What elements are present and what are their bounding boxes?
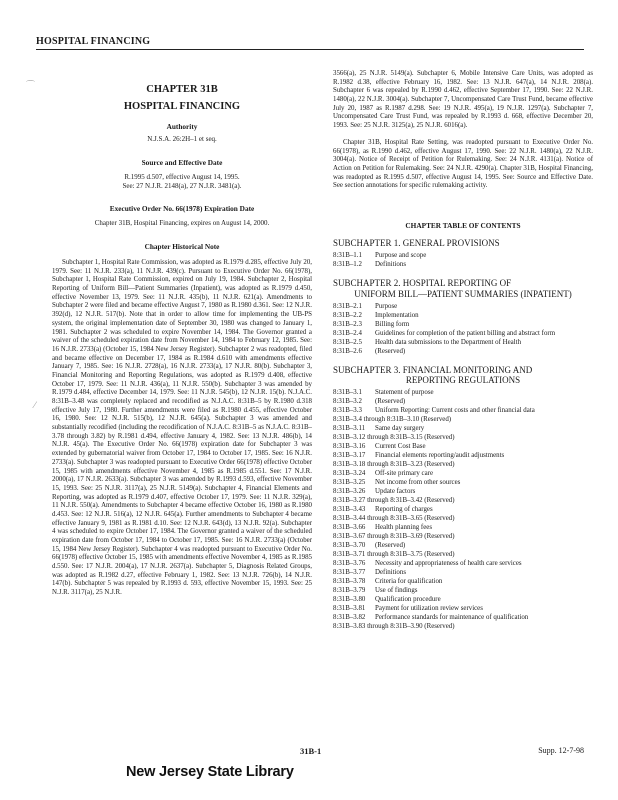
toc-item bbox=[333, 569, 593, 578]
toc-item-number: 8:31B–3.43 bbox=[333, 506, 366, 513]
toc-item-title: Same day surgery bbox=[375, 425, 425, 433]
subchapter-1-list bbox=[333, 252, 593, 270]
toc-item bbox=[333, 614, 593, 623]
toc-item-title: (Reserved) bbox=[375, 347, 406, 355]
toc-item bbox=[333, 398, 593, 407]
margin-mark: ⌒ bbox=[26, 80, 36, 90]
source-heading: Source and Effective Date bbox=[141, 157, 223, 167]
chapter-label: CHAPTER 31B bbox=[146, 84, 218, 95]
toc-item-number: 8:31B–3.1 bbox=[333, 389, 362, 397]
subchapter-heading-line-2: REPORTING REGULATIONS bbox=[405, 375, 521, 386]
toc-item-title: 8:31B–3.83 through 8:31B–3.90 (Reserved) bbox=[333, 622, 455, 630]
toc-heading: CHAPTER TABLE OF CONTENTS bbox=[405, 220, 521, 230]
source-line-1: R.1995 d.507, effective August 14, 1995. bbox=[124, 172, 240, 181]
subchapter-heading-line: SUBCHAPTER 2. HOSPITAL REPORTING OF bbox=[333, 278, 512, 289]
toc-item-title: 8:31B–3.18 through 8:31B–3.23 (Reserved) bbox=[333, 461, 455, 469]
toc-item bbox=[333, 339, 593, 348]
toc-item-title: Purpose bbox=[375, 302, 398, 310]
toc-item bbox=[333, 407, 593, 416]
toc-item-number: 8:31B–3.77 bbox=[333, 568, 366, 576]
toc-item-title: Health data submissions to the Department of Health bbox=[375, 338, 522, 346]
toc-item bbox=[333, 596, 593, 605]
toc-item bbox=[333, 261, 593, 270]
toc-item-number: 8:31B–3.24 bbox=[333, 470, 366, 478]
toc-item-number: 8:31B–3.80 bbox=[333, 595, 366, 603]
toc-item bbox=[333, 497, 593, 506]
toc-item-title: Update factors bbox=[375, 488, 416, 496]
toc-item-title: Necessity and appropriateness of health care services bbox=[375, 559, 522, 567]
toc-item-number: 8:31B–3.17 bbox=[333, 452, 366, 460]
toc-item bbox=[333, 434, 593, 443]
toc-item-number: 8:31B–3.3 bbox=[333, 407, 362, 415]
toc-item bbox=[333, 425, 593, 434]
toc-item-title: Payment for utilization review services bbox=[375, 604, 483, 612]
toc-item-title: 8:31B–3.71 through 8:31B–3.75 (Reserved) bbox=[333, 550, 455, 558]
subchapter-3-heading bbox=[333, 365, 593, 386]
toc-item-title: Use of findings bbox=[375, 586, 418, 594]
toc-item bbox=[333, 452, 593, 461]
toc-item-title: Qualification procedure bbox=[375, 595, 441, 603]
toc-item-number: 8:31B–3.82 bbox=[333, 613, 366, 621]
toc-item-number: 8:31B–2.2 bbox=[333, 311, 362, 319]
toc-item-number: 8:31B–3.78 bbox=[333, 577, 366, 585]
authority-text: N.J.S.A. 26:2H–1 et seq. bbox=[147, 135, 217, 143]
toc-item bbox=[333, 461, 593, 470]
subchapter-heading-line-2: UNIFORM BILL—PATIENT SUMMARIES (INPATIENT) bbox=[354, 288, 572, 299]
toc-item-title: Financial elements reporting/audit adjustments bbox=[375, 452, 505, 460]
subchapter-3-list bbox=[333, 389, 593, 631]
toc-item-title: (Reserved) bbox=[375, 398, 406, 406]
toc-item-number: 8:31B–3.25 bbox=[333, 479, 366, 487]
right-column bbox=[333, 70, 593, 632]
history-paragraph-2: Chapter 31B, Hospital Rate Setting, was readopted pursuant to Executive Order No. 66(1978), as R.1990 d.462, effective August 17, 1990. See: 22 N.J.R. 1480(a), 22 N.J.R. 3004(a). Notice of Receipt of Petition for Rulemaking. See: 24 N.J.R. 4131(a). Notice of Action on Petition for Rulemaking. See: 24 N.J.R. 4290(a). Chapter 31B, Hospital Financing, was readopted as R.1995 d.507, effective August 14, 1995. See: Source and Effective Date. See section annotations for specific rulemaking activity. bbox=[333, 138, 593, 190]
toc-item bbox=[333, 515, 593, 524]
toc-item-title: 8:31B–3.27 through 8:31B–3.42 (Reserved) bbox=[333, 497, 455, 505]
history-paragraph: Subchapter 1, Hospital Rate Commission, was adopted as R.1979 d.285, effective July 20, 1979. See: 11 N.J.R. 233(a), 11 N.J.R. 439(c). Pursuant to Executive Order No. 66(1978), Subchapter 1, Hospital Rate Commission, expired on July 19, 1984. Subchapter 2, Hospital Reporting of Uniform Bill—Patient Summaries (Inpatient), was adopted as R.1979 d.450, effective November 13, 1979. See: 11 N.J.R. 435(b), 11 N.J.R. 621(a). Amendments to Subchapter 2 were filed and became effective August 7, 1980 as R.1980 d.361. See: 12 N.J.R. 392(d), 12 N.J.R. 517(b). Note that in order to allow time for implementing the UB-PS system, the original implementation date of September 30, 1980 was changed to January 1, 1981. Subchapter 2 was scheduled to expire November 14, 1984. The Governor granted a waiver of the scheduled expiration date from November 14, 1984 to February 12, 1985. See: 16 N.J.R. 2733(a) (October 15, 1984 New Jersey Register). Subchapter 2 was readopted, filed and became effective on December 17, 1984 as R.1984 d.610 with amendments effective January 7, 1985. See: 16 N.J.R. 2728(a), 16 N.J.R. 2733(a), 17 N.J.R. 80(b). Subchapter 3, Financial Monitoring and Reporting Regulations, was adopted as R.1979 d.408, effective October 17, 1979. See: 11 N.J.R. 436(a), 11 N.J.R. 550(b). Subchapter 3 was amended by R.1979 d.484, effective December 14, 1979. See: 11 N.J.R. 545(b), 12 N.J.R. 15(b). N.J.A.C. 8:31B–3.48 was completely replaced and recodified as N.J.A.C. 8:31B–5 by R.1980 d.318 effective July 17, 1980. Further amendments were filed as R.1980 d.455, effective October 16, 1980. See: 12 N.J.R. 515(b), 12 N.J.R. 645(a). Subchapter 3 was amended and substantially recodified (including the recodification of N.J.A.C. 8:31B–5 as N.J.A.C. 8:31B–3.78 through 3.82) by R.1981 d.494, effective January 4, 1982. See: 13 N.J.R. 486(b), 14 N.J.R. 45(a). The Executive Order No. 66(1978) expiration date for Subchapter 3 was extended by gubernatorial waiver from October 17, 1984 to October 17, 1985. See: 16 N.J.R. 2733(a). Subchapter 3 was readopted pursuant to Executive Order 66(1978) effective October 15, 1985 with amendments effective November 4, 1985 as R.1985 d.551. See: 17 N.J.R. 2000(a), 17 N.J.R. 2633(a). Subchapter 3 was amended by R.1993 d.593, effective November 15, 1993. See: 25 N.J.R. 3117(a), 25 N.J.R. 5149(a). Subchapter 4, Financial Elements and Reporting, was adopted as R.1979 d.407, effective October 17, 1979. See: 11 N.J.R. 329(a), 11 N.J.R. 550(a). Amendments to Subchapter 4 became effective October 16, 1980 as R.1980 d.453. See: 12 N.J.R. 516(a), 12 N.J.R. 645(a). Further amendments to Subchapter 4 became effective January 9, 1981 as R.1981 d.10. See: 12 N.J.R. 643(d), 13 N.J.R. 92(a). Subchapter 4 was scheduled to expire October 17, 1984. The Governor granted a waiver of the scheduled expiration date from October 17, 1984 to October 17, 1985. See: 16 N.J.R. 2733(a) (October 15, 1984 New Jersey Register). Subchapter 4 was readopted pursuant to Executive Order No. 66(1978) effective October 15, 1985 with amendments effective November 4, 1985 as R.1985 d.550. See: 17 N.J.R. 2004(a), 17 N.J.R. 2637(a). Subchapter 5, Diagnosis Related Groups, was adopted as R.1982 d.27, effective February 1, 1982. See: 13 N.J.R. 726(b), 14 N.J.R. 147(b). Subchapter 5 was repealed by R.1993 d. 593, effective November 15, 1993. See: 25 N.J.R. 3117(a), 25 N.J.R. bbox=[52, 259, 312, 597]
toc-item-title: Purpose and scope bbox=[375, 252, 427, 260]
toc-item-title: Guidelines for completion of the patient billing and abstract form bbox=[375, 329, 556, 337]
toc-item bbox=[333, 470, 593, 479]
toc-item bbox=[333, 524, 593, 533]
source-line-2: See: 27 N.J.R. 2148(a), 27 N.J.R. 3481(a). bbox=[122, 181, 242, 190]
toc-item-title: 8:31B–3.12 through 8:31B–3.15 (Reserved) bbox=[333, 434, 455, 442]
eo-heading: Executive Order No. 66(1978) Expiration Date bbox=[109, 204, 255, 214]
toc-item-number: 8:31B–3.76 bbox=[333, 559, 366, 567]
toc-item-number: 8:31B–3.70 bbox=[333, 541, 366, 549]
toc-item-number: 8:31B–1.1 bbox=[333, 252, 362, 260]
subchapter-heading-line: SUBCHAPTER 3. FINANCIAL MONITORING AND bbox=[333, 364, 533, 375]
left-column bbox=[52, 70, 312, 598]
chapter-title: HOSPITAL FINANCING bbox=[123, 101, 241, 112]
toc-item bbox=[333, 623, 593, 632]
toc-item-title: Off-site primary care bbox=[375, 470, 434, 478]
toc-item-title: 8:31B–3.44 through 8:31B–3.65 (Reserved) bbox=[333, 514, 455, 522]
toc-item-title: Criteria for qualification bbox=[375, 577, 443, 585]
toc-item-number: 8:31B–3.79 bbox=[333, 586, 366, 594]
toc-item bbox=[333, 443, 593, 452]
toc-item-title: Definitions bbox=[375, 568, 407, 576]
subchapter-1-heading bbox=[333, 238, 593, 248]
toc-item-number: 8:31B–2.5 bbox=[333, 338, 362, 346]
toc-item bbox=[333, 321, 593, 330]
toc-item-number: 8:31B–3.26 bbox=[333, 488, 366, 496]
margin-mark: ⁄ bbox=[34, 400, 36, 410]
running-head: HOSPITAL FINANCING bbox=[36, 36, 584, 50]
toc-item-number: 8:31B–3.66 bbox=[333, 523, 366, 531]
toc-item-number: 8:31B–2.3 bbox=[333, 320, 362, 328]
toc-item-number: 8:31B–1.2 bbox=[333, 261, 362, 269]
toc-item bbox=[333, 587, 593, 596]
toc-item-title: (Reserved) bbox=[375, 541, 406, 549]
toc-item-title: Implementation bbox=[375, 311, 419, 319]
toc-item bbox=[333, 488, 593, 497]
toc-item-title: Net income from other sources bbox=[375, 479, 461, 487]
supplement-date: Supp. 12-7-98 bbox=[538, 746, 584, 755]
toc-item bbox=[333, 303, 593, 312]
toc-item bbox=[333, 560, 593, 569]
toc-item-number: 8:31B–2.1 bbox=[333, 302, 362, 310]
library-stamp: New Jersey State Library bbox=[126, 764, 294, 780]
toc-item-number: 8:31B–2.6 bbox=[333, 347, 362, 355]
toc-item-number: 8:31B–2.4 bbox=[333, 329, 362, 337]
subchapter-2-heading bbox=[333, 278, 593, 299]
toc-item bbox=[333, 533, 593, 542]
toc-item bbox=[333, 551, 593, 560]
toc-item bbox=[333, 506, 593, 515]
toc-item-title: Reporting of charges bbox=[375, 506, 433, 513]
subchapter-heading-line: SUBCHAPTER 1. GENERAL PROVISIONS bbox=[333, 237, 500, 248]
toc-item bbox=[333, 312, 593, 321]
toc-item-title: Definitions bbox=[375, 261, 407, 269]
toc-item-title: Uniform Reporting: Current costs and other financial data bbox=[375, 407, 535, 415]
toc-item bbox=[333, 578, 593, 587]
toc-item-title: 8:31B–3.4 through 8:31B–3.10 (Reserved) bbox=[333, 416, 452, 424]
toc-item bbox=[333, 348, 593, 357]
history-heading: Chapter Historical Note bbox=[144, 242, 220, 251]
subchapter-2-list bbox=[333, 303, 593, 357]
toc-item bbox=[333, 605, 593, 614]
toc-item-number: 8:31B–3.11 bbox=[333, 425, 366, 433]
toc-item-title: Health planning fees bbox=[375, 523, 433, 531]
toc-item bbox=[333, 330, 593, 339]
toc-item-title: Statement of purpose bbox=[375, 389, 434, 397]
toc-item bbox=[333, 389, 593, 398]
page-number: 31B-1 bbox=[300, 746, 322, 756]
toc-item-title: 8:31B–3.67 through 8:31B–3.69 (Reserved) bbox=[333, 532, 455, 540]
history-continued: 3566(a), 25 N.J.R. 5149(a). Subchapter 6, Mobile Intensive Care Units, was adopted as R.1982 d.38, effective February 16, 1982. See: 13 N.J.R. 647(a), 14 N.J.R. 208(a). Subchapter 6 was repealed by R.1990 d.462, effective September 17, 1990. See: 22 N.J.R. 1480(a), 22 N.J.R. 3004(a). Subchapter 7, Uncompensated Care Trust Fund, became effective July 20, 1987 as R.1987 d.298. See: 19 N.J.R. 495(a), 19 N.J.R. 1297(a). Subchapter 7, Uncompensated Care Trust Fund, was repealed by R.1993 d. 668, effective December 20, 1993. See: 25 N.J.R. 3125(a), 25 N.J.R. 6016(a). bbox=[333, 70, 593, 130]
toc-item-number: 8:31B–3.81 bbox=[333, 604, 366, 612]
toc-item-number: 8:31B–3.2 bbox=[333, 398, 362, 406]
toc-item bbox=[333, 542, 593, 551]
toc-item-title: Current Cost Base bbox=[375, 443, 426, 451]
toc-item-title: Billing form bbox=[375, 320, 410, 328]
authority-heading: Authority bbox=[166, 122, 198, 131]
toc-item-number: 8:31B–3.16 bbox=[333, 443, 366, 451]
toc-item bbox=[333, 416, 593, 425]
toc-item-title: Performance standards for maintenance of qualification bbox=[375, 613, 529, 621]
toc-item bbox=[333, 252, 593, 261]
eo-text: Chapter 31B, Hospital Financing, expires on August 14, 2000. bbox=[94, 219, 270, 228]
toc-item bbox=[333, 479, 593, 488]
